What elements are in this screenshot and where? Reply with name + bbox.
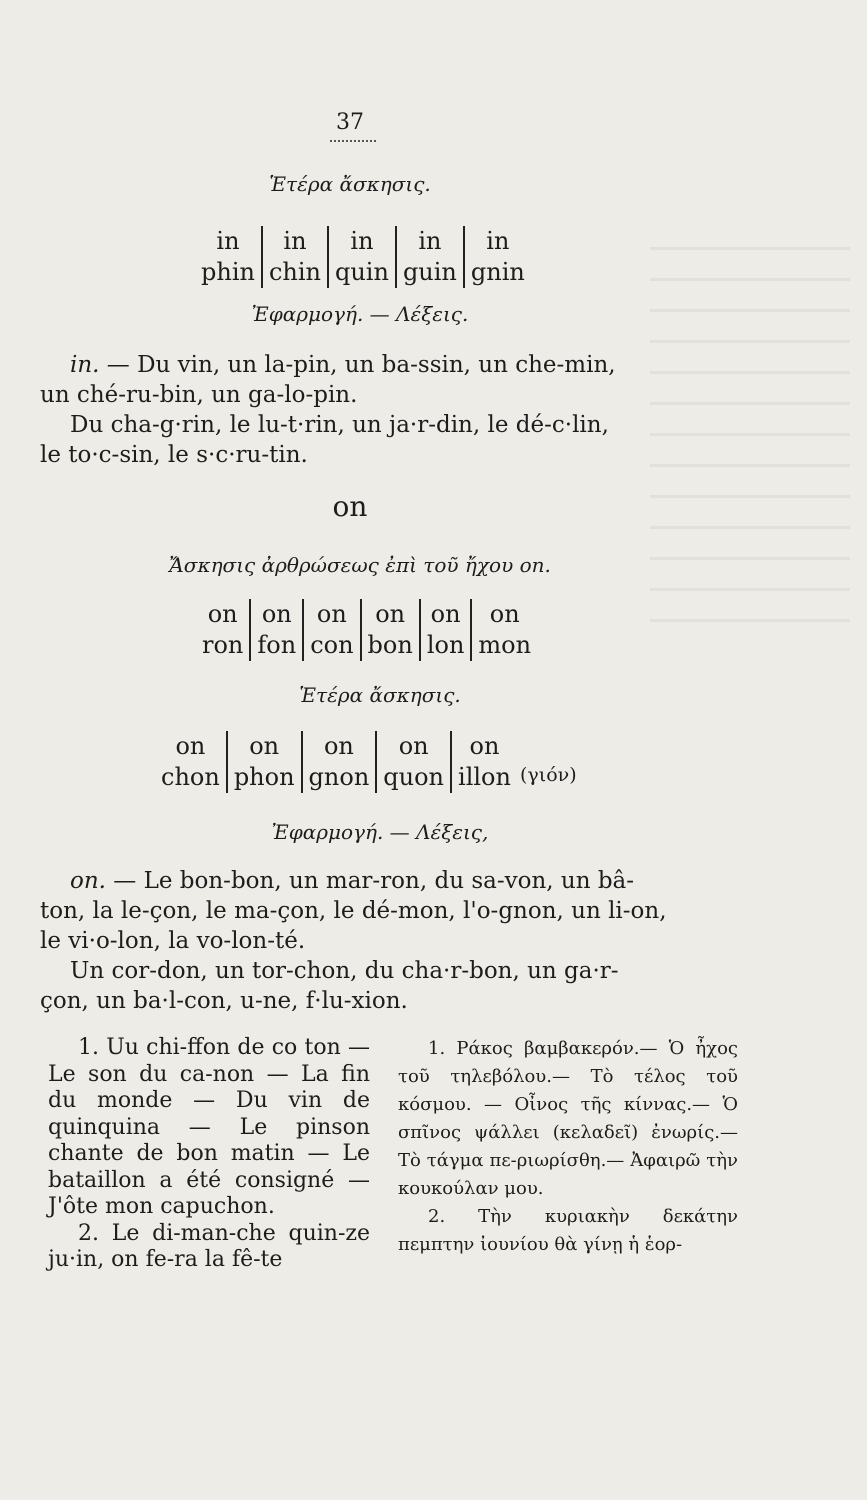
text-line: on. — Le bon-bon, un mar-ron, du sa-von, un bâ- xyxy=(70,868,635,894)
application-heading: Ἐφαρμογή. — Λέξεις, xyxy=(271,820,489,844)
table-cell: on xyxy=(227,731,302,762)
table-cell: quon xyxy=(376,762,451,793)
sentence-paragraph: 2. Le di-man-che quin-ze ju·in, on fe-ra la fê-te xyxy=(48,1220,370,1272)
table-cell: phon xyxy=(227,762,302,793)
table-cell: gnin xyxy=(464,257,531,288)
exercise-heading: Ἑτέρα ἄσκησις. xyxy=(299,683,461,707)
text-line: ton, la le-çon, le ma-çon, le dé-mon, l'o-gnon, un li-on, xyxy=(40,898,667,924)
table-cell: con xyxy=(303,630,360,661)
french-sentences-column xyxy=(48,1035,370,1274)
table-cell: chin xyxy=(262,257,328,288)
table-cell: quin xyxy=(328,257,396,288)
table-cell: gnon xyxy=(302,762,377,793)
table-cell: in xyxy=(464,226,531,257)
text-line: un ché-ru-bin, un ga-lo-pin. xyxy=(40,382,358,408)
exercise-heading: Ἑτέρα ἄσκησις. xyxy=(269,172,431,196)
table-cell: in xyxy=(396,226,464,257)
word-list-on xyxy=(40,866,720,1016)
application-heading: Ἐφαρμογή. — Λέξεις. xyxy=(251,302,469,326)
table-cell: chon xyxy=(161,763,220,791)
text-line: Du cha-g·rin, le lu-t·rin, un ja·r-din, le dé-c·lin, xyxy=(70,412,609,438)
table-cell: on xyxy=(471,599,537,630)
sentence-paragraph: 1. Uu chi-ffon de co ton — Le son du ca-non — La fin du monde — Du vin de quinquina — Le pinson chante de bon matin — Le bataillon a été consigné — J'ôte mon capuchon. xyxy=(48,1035,370,1219)
syllable-table-in xyxy=(195,226,531,288)
syllable-table-on-2 xyxy=(155,731,517,793)
table-cell: fon xyxy=(250,630,303,661)
pronunciation-note: (γιόν) xyxy=(520,764,577,786)
table-cell: on xyxy=(175,732,206,760)
table-cell: ron xyxy=(202,631,244,659)
page-number: 37 xyxy=(336,110,364,135)
table-cell: on xyxy=(302,731,377,762)
text-line: Un cor-don, un tor-chon, du cha·r-bon, un ga·r- xyxy=(70,958,619,984)
sentence-paragraph: 1. Ράκος βαμβακερόν.— Ὁ ἦχος τοῦ τηλεβόλου.— Τὸ τέλος τοῦ κόσμου. — Οἶνος τῆς κίννας.— Ὁ σπῖνος ψάλλει (κελαδεῖ) ἐνωρίς.— Τὸ τάγμα πε-ριωρίσθη.— Ἀφαιρῶ τὴν κουκούλαν μου. xyxy=(398,1038,738,1199)
table-cell: illon xyxy=(451,762,517,793)
text-line: le vi·o-lon, la vo-lon-té. xyxy=(40,928,306,954)
ornament-divider xyxy=(330,140,376,146)
table-cell: mon xyxy=(471,630,537,661)
syllable-table-on xyxy=(196,599,537,661)
table-cell: on xyxy=(376,731,451,762)
text-line: le to·c-sin, le s·c·ru-tin. xyxy=(40,442,308,468)
text-line: çon, un ba·l-con, u-ne, f·lu-xion. xyxy=(40,988,408,1014)
table-cell: on xyxy=(451,731,517,762)
greek-translation-column xyxy=(398,1035,738,1259)
table-cell: in xyxy=(328,226,396,257)
table-cell: guin xyxy=(396,257,464,288)
table-cell: on xyxy=(303,599,360,630)
exercise-heading: Ἄσκησις ἀρθρώσεως ἐπὶ τοῦ ἤχου on. xyxy=(169,553,551,577)
table-cell: on xyxy=(250,599,303,630)
table-cell: on xyxy=(361,599,420,630)
sentence-paragraph: 2. Τὴν κυριακὴν δεκάτην πεμπτην ἰουνίου θὰ γίνῃ ἡ ἑορ- xyxy=(398,1206,738,1255)
table-cell: bon xyxy=(361,630,420,661)
table-cell: on xyxy=(207,600,238,628)
table-cell: on xyxy=(420,599,472,630)
table-cell: phin xyxy=(201,258,255,286)
section-title-on: on xyxy=(332,490,368,523)
table-cell: lon xyxy=(420,630,472,661)
text-line: in. — Du vin, un la-pin, un ba-ssin, un che-min, xyxy=(70,352,616,378)
table-cell: in xyxy=(262,226,328,257)
table-cell: in xyxy=(216,227,240,255)
word-list-in xyxy=(40,350,720,470)
